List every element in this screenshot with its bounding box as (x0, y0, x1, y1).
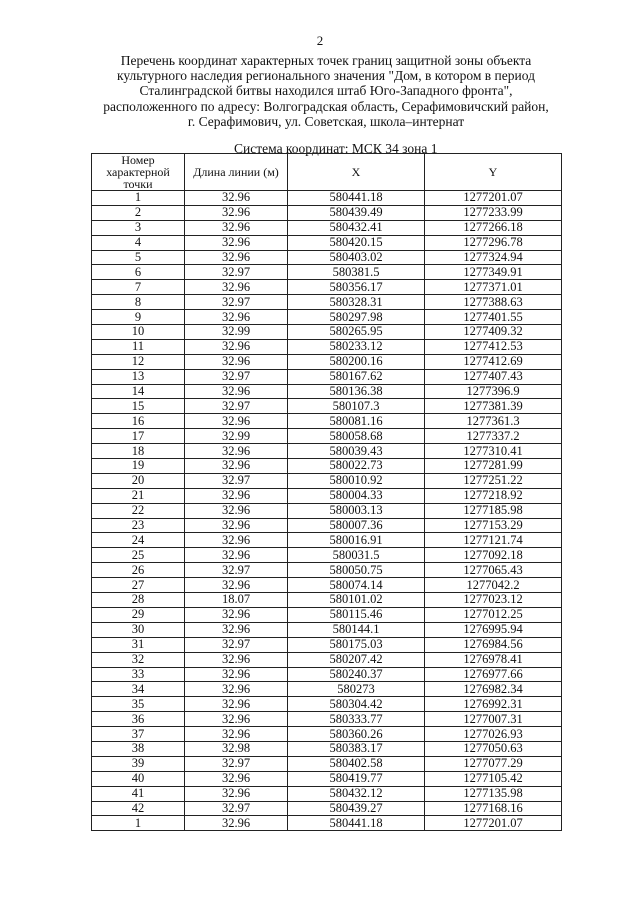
cell-x: 580240.37 (288, 667, 425, 682)
cell-y: 1277168.16 (425, 801, 562, 816)
table-row (92, 533, 562, 548)
title-line: культурного наследия регионального значения "Дом, в котором в период (117, 68, 535, 84)
cell-x: 580383.17 (288, 741, 425, 756)
cell-y: 1277185.98 (425, 503, 562, 518)
cell-y: 1277105.42 (425, 771, 562, 786)
cell-y: 1277251.22 (425, 473, 562, 488)
cell-point-number: 16 (92, 414, 185, 429)
cell-point-number: 26 (92, 563, 185, 578)
cell-line-length: 32.97 (185, 637, 288, 652)
cell-line-length: 32.98 (185, 741, 288, 756)
cell-x: 580016.91 (288, 533, 425, 548)
cell-point-number: 35 (92, 697, 185, 712)
cell-point-number: 39 (92, 756, 185, 771)
cell-point-number: 4 (92, 235, 185, 250)
cell-point-number: 18 (92, 444, 185, 459)
header-y: Y (425, 154, 562, 191)
table-row (92, 622, 562, 637)
table-row (92, 384, 562, 399)
cell-point-number: 13 (92, 369, 185, 384)
header-line-length: Длина линии (м) (185, 154, 288, 191)
table-row (92, 220, 562, 235)
cell-y: 1277077.29 (425, 756, 562, 771)
cell-line-length: 32.99 (185, 325, 288, 340)
cell-y: 1276978.41 (425, 652, 562, 667)
cell-x: 580003.13 (288, 503, 425, 518)
cell-point-number: 22 (92, 503, 185, 518)
cell-y: 1277296.78 (425, 235, 562, 250)
table-header-row (92, 154, 562, 191)
table-row (92, 548, 562, 563)
cell-y: 1277412.53 (425, 339, 562, 354)
cell-line-length: 32.96 (185, 384, 288, 399)
table-row (92, 607, 562, 622)
table-row (92, 563, 562, 578)
cell-y: 1277407.43 (425, 369, 562, 384)
cell-point-number: 1 (92, 816, 185, 831)
cell-line-length: 32.96 (185, 816, 288, 831)
cell-line-length: 32.96 (185, 503, 288, 518)
cell-y: 1277371.01 (425, 280, 562, 295)
coordinates-table (91, 153, 562, 831)
cell-x: 580074.14 (288, 578, 425, 593)
cell-y: 1277337.2 (425, 429, 562, 444)
cell-line-length: 32.97 (185, 563, 288, 578)
table-row (92, 399, 562, 414)
cell-y: 1277153.29 (425, 518, 562, 533)
cell-point-number: 5 (92, 250, 185, 265)
cell-y: 1277135.98 (425, 786, 562, 801)
table-row (92, 786, 562, 801)
cell-point-number: 20 (92, 473, 185, 488)
cell-x: 580439.27 (288, 801, 425, 816)
cell-line-length: 32.96 (185, 682, 288, 697)
cell-point-number: 42 (92, 801, 185, 816)
cell-x: 580058.68 (288, 429, 425, 444)
cell-line-length: 32.96 (185, 622, 288, 637)
table-row (92, 473, 562, 488)
table-row (92, 488, 562, 503)
cell-point-number: 37 (92, 727, 185, 742)
cell-y: 1277007.31 (425, 712, 562, 727)
cell-point-number: 10 (92, 325, 185, 340)
cell-point-number: 1 (92, 191, 185, 206)
title-line: расположенного по адресу: Волгоградская область, Серафимовичский район, (103, 98, 549, 114)
cell-y: 1276984.56 (425, 637, 562, 652)
table-body (92, 191, 562, 831)
cell-x: 580419.77 (288, 771, 425, 786)
cell-line-length: 32.97 (185, 399, 288, 414)
cell-line-length: 32.96 (185, 727, 288, 742)
cell-line-length: 32.96 (185, 667, 288, 682)
cell-y: 1277023.12 (425, 593, 562, 608)
table-row (92, 459, 562, 474)
table-row (92, 205, 562, 220)
cell-point-number: 28 (92, 593, 185, 608)
cell-line-length: 32.96 (185, 488, 288, 503)
cell-point-number: 36 (92, 712, 185, 727)
cell-line-length: 32.97 (185, 801, 288, 816)
cell-y: 1277121.74 (425, 533, 562, 548)
table-row (92, 339, 562, 354)
cell-point-number: 23 (92, 518, 185, 533)
cell-x: 580439.49 (288, 205, 425, 220)
cell-x: 580050.75 (288, 563, 425, 578)
cell-line-length: 32.97 (185, 756, 288, 771)
table-row (92, 191, 562, 206)
cell-point-number: 30 (92, 622, 185, 637)
cell-point-number: 40 (92, 771, 185, 786)
page-number: 2 (316, 33, 324, 48)
table-row (92, 518, 562, 533)
cell-point-number: 8 (92, 295, 185, 310)
cell-x: 580200.16 (288, 354, 425, 369)
cell-line-length: 32.97 (185, 473, 288, 488)
cell-x: 580441.18 (288, 816, 425, 831)
title-line: Перечень координат характерных точек границ защитной зоны объекта (120, 53, 532, 68)
table-row (92, 697, 562, 712)
table-row (92, 295, 562, 310)
cell-point-number: 6 (92, 265, 185, 280)
cell-point-number: 38 (92, 741, 185, 756)
cell-x: 580115.46 (288, 607, 425, 622)
cell-line-length: 32.96 (185, 250, 288, 265)
cell-x: 580081.16 (288, 414, 425, 429)
cell-x: 580420.15 (288, 235, 425, 250)
cell-line-length: 32.96 (185, 578, 288, 593)
cell-point-number: 33 (92, 667, 185, 682)
title-line: Сталинградской битвы находился штаб Юго-Западного фронта", (139, 83, 513, 99)
cell-y: 1277409.32 (425, 325, 562, 340)
table-row (92, 235, 562, 250)
cell-y: 1277381.39 (425, 399, 562, 414)
cell-x: 580233.12 (288, 339, 425, 354)
cell-line-length: 32.96 (185, 548, 288, 563)
cell-line-length: 18.07 (185, 593, 288, 608)
cell-y: 1277092.18 (425, 548, 562, 563)
cell-point-number: 32 (92, 652, 185, 667)
coordinate-system-label: Система координат: МСК 34 зона 1 (234, 141, 438, 156)
cell-y: 1277281.99 (425, 459, 562, 474)
table-row (92, 354, 562, 369)
cell-line-length: 32.99 (185, 429, 288, 444)
table-row (92, 444, 562, 459)
cell-line-length: 32.96 (185, 771, 288, 786)
cell-x: 580441.18 (288, 191, 425, 206)
cell-point-number: 19 (92, 459, 185, 474)
cell-x: 580167.62 (288, 369, 425, 384)
cell-line-length: 32.96 (185, 712, 288, 727)
cell-x: 580273 (288, 682, 425, 697)
table-row (92, 652, 562, 667)
cell-point-number: 2 (92, 205, 185, 220)
cell-point-number: 21 (92, 488, 185, 503)
cell-x: 580136.38 (288, 384, 425, 399)
cell-line-length: 32.96 (185, 652, 288, 667)
table-row (92, 414, 562, 429)
cell-y: 1276992.31 (425, 697, 562, 712)
cell-x: 580207.42 (288, 652, 425, 667)
cell-point-number: 15 (92, 399, 185, 414)
table-row (92, 682, 562, 697)
table-row (92, 369, 562, 384)
cell-x: 580175.03 (288, 637, 425, 652)
cell-x: 580144.1 (288, 622, 425, 637)
cell-line-length: 32.96 (185, 191, 288, 206)
cell-y: 1277026.93 (425, 727, 562, 742)
cell-line-length: 32.96 (185, 339, 288, 354)
cell-x: 580304.42 (288, 697, 425, 712)
cell-x: 580432.12 (288, 786, 425, 801)
cell-point-number: 7 (92, 280, 185, 295)
cell-y: 1276995.94 (425, 622, 562, 637)
cell-line-length: 32.96 (185, 697, 288, 712)
table-row (92, 727, 562, 742)
cell-line-length: 32.96 (185, 354, 288, 369)
table-row (92, 593, 562, 608)
cell-point-number: 31 (92, 637, 185, 652)
cell-y: 1277401.55 (425, 310, 562, 325)
cell-x: 580004.33 (288, 488, 425, 503)
cell-line-length: 32.96 (185, 220, 288, 235)
cell-point-number: 12 (92, 354, 185, 369)
table-row (92, 756, 562, 771)
cell-line-length: 32.96 (185, 518, 288, 533)
cell-point-number: 25 (92, 548, 185, 563)
cell-line-length: 32.96 (185, 607, 288, 622)
header-x: X (288, 154, 425, 191)
cell-x: 580265.95 (288, 325, 425, 340)
cell-y: 1277324.94 (425, 250, 562, 265)
cell-line-length: 32.96 (185, 444, 288, 459)
cell-y: 1277201.07 (425, 191, 562, 206)
cell-point-number: 27 (92, 578, 185, 593)
cell-line-length: 32.96 (185, 235, 288, 250)
cell-x: 580403.02 (288, 250, 425, 265)
cell-line-length: 32.96 (185, 280, 288, 295)
cell-x: 580328.31 (288, 295, 425, 310)
cell-y: 1277310.41 (425, 444, 562, 459)
cell-y: 1277201.07 (425, 816, 562, 831)
table-row (92, 265, 562, 280)
cell-x: 580381.5 (288, 265, 425, 280)
cell-x: 580039.43 (288, 444, 425, 459)
cell-x: 580031.5 (288, 548, 425, 563)
cell-y: 1277266.18 (425, 220, 562, 235)
table-row (92, 280, 562, 295)
cell-y: 1277218.92 (425, 488, 562, 503)
table-row (92, 325, 562, 340)
table-row (92, 712, 562, 727)
cell-line-length: 32.97 (185, 295, 288, 310)
cell-line-length: 32.96 (185, 786, 288, 801)
cell-point-number: 29 (92, 607, 185, 622)
table-row (92, 667, 562, 682)
cell-y: 1277388.63 (425, 295, 562, 310)
cell-y: 1277396.9 (425, 384, 562, 399)
cell-y: 1276977.66 (425, 667, 562, 682)
cell-x: 580402.58 (288, 756, 425, 771)
header-point-number: Номер характерной точки (92, 154, 185, 191)
cell-y: 1277361.3 (425, 414, 562, 429)
cell-y: 1277349.91 (425, 265, 562, 280)
cell-x: 580356.17 (288, 280, 425, 295)
cell-point-number: 24 (92, 533, 185, 548)
table-row (92, 503, 562, 518)
cell-line-length: 32.96 (185, 310, 288, 325)
cell-line-length: 32.96 (185, 533, 288, 548)
cell-line-length: 32.97 (185, 369, 288, 384)
cell-point-number: 17 (92, 429, 185, 444)
cell-point-number: 9 (92, 310, 185, 325)
table-row (92, 801, 562, 816)
cell-y: 1277042.2 (425, 578, 562, 593)
cell-point-number: 3 (92, 220, 185, 235)
cell-point-number: 14 (92, 384, 185, 399)
table-row (92, 310, 562, 325)
table-row (92, 771, 562, 786)
table-row (92, 816, 562, 831)
table-row (92, 637, 562, 652)
table-row (92, 578, 562, 593)
cell-x: 580432.41 (288, 220, 425, 235)
cell-point-number: 34 (92, 682, 185, 697)
cell-point-number: 41 (92, 786, 185, 801)
cell-y: 1277012.25 (425, 607, 562, 622)
cell-x: 580010.92 (288, 473, 425, 488)
cell-y: 1277233.99 (425, 205, 562, 220)
cell-y: 1277065.43 (425, 563, 562, 578)
document-title (100, 53, 552, 129)
title-line: г. Серафимович, ул. Советская, школа–интернат (187, 113, 465, 129)
table-row (92, 429, 562, 444)
cell-x: 580022.73 (288, 459, 425, 474)
cell-x: 580297.98 (288, 310, 425, 325)
cell-x: 580360.26 (288, 727, 425, 742)
cell-line-length: 32.96 (185, 414, 288, 429)
cell-x: 580333.77 (288, 712, 425, 727)
cell-y: 1277412.69 (425, 354, 562, 369)
cell-x: 580107.3 (288, 399, 425, 414)
cell-line-length: 32.96 (185, 205, 288, 220)
cell-x: 580007.36 (288, 518, 425, 533)
table-row (92, 741, 562, 756)
cell-point-number: 11 (92, 339, 185, 354)
cell-line-length: 32.97 (185, 265, 288, 280)
cell-line-length: 32.96 (185, 459, 288, 474)
cell-y: 1277050.63 (425, 741, 562, 756)
cell-y: 1276982.34 (425, 682, 562, 697)
cell-x: 580101.02 (288, 593, 425, 608)
table-row (92, 250, 562, 265)
